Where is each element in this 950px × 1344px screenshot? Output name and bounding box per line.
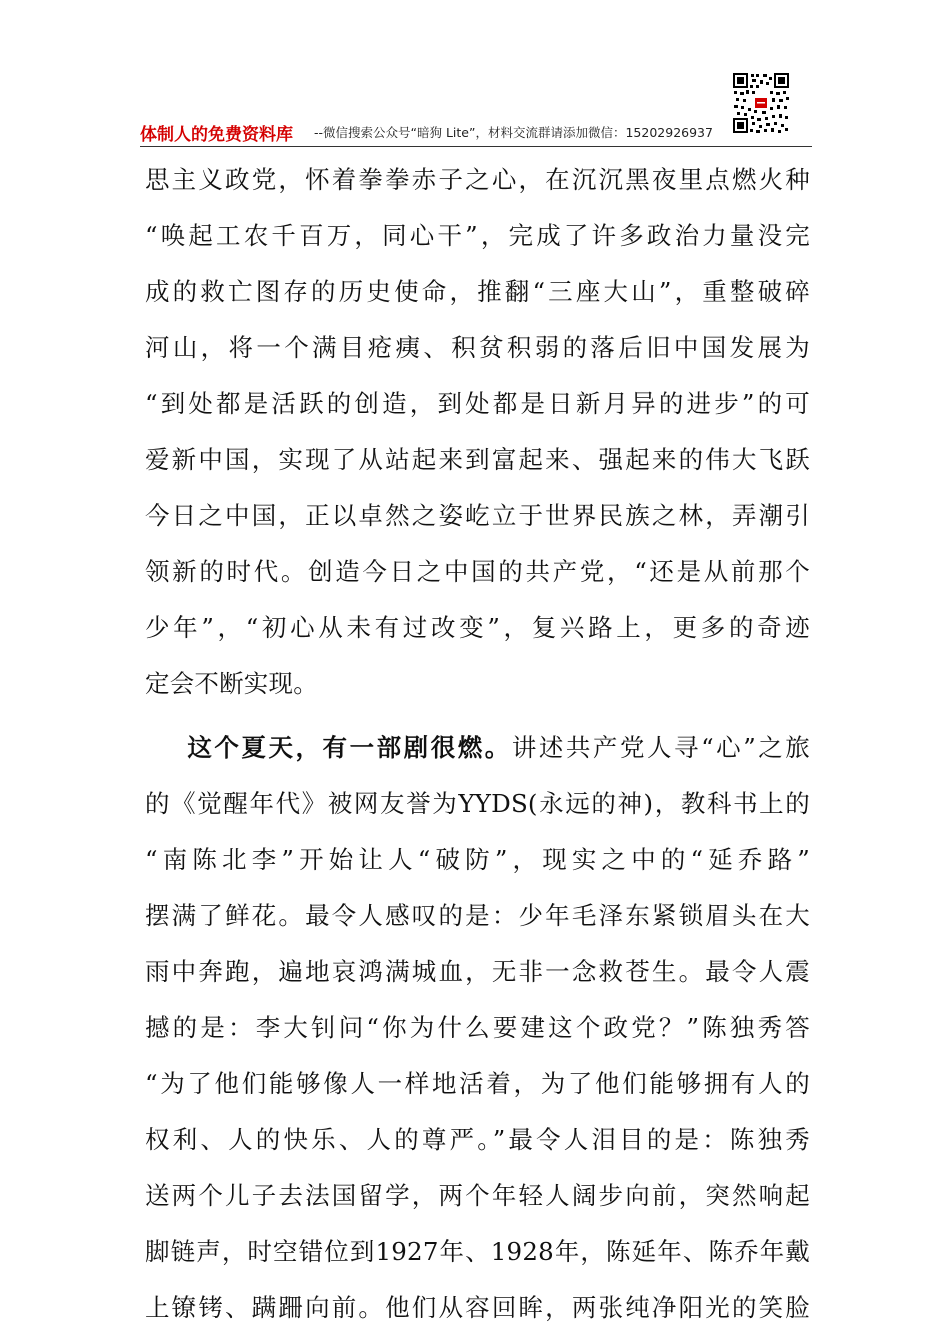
paragraph-2-bold-lead: 这个夏天，有一部剧很燃。 xyxy=(185,733,512,762)
text-line: 定会不断实现。 xyxy=(145,669,318,698)
text-line: 爱新中国，实现了从站起来到富起来、强起来的伟大飞跃 xyxy=(145,445,810,474)
header-divider xyxy=(140,146,812,147)
paragraph-2-lead-rest: 讲述共产党人寻“心”之旅 xyxy=(511,733,810,762)
text-line: 撼的是：李大钊问“你为什么要建这个政党？”陈独秀答 xyxy=(145,1013,810,1042)
text-line-lead xyxy=(145,720,810,776)
text-line: “南陈北李”开始让人“破防”，现实之中的“延乔路” xyxy=(145,845,810,874)
text-line: “为了他们能够像人一样地活着，为了他们能够拥有人的 xyxy=(145,1069,810,1098)
text-line: 的《觉醒年代》被网友誉为YYDS(永远的神)，教科书上的 xyxy=(145,789,810,818)
text-line: 雨中奔跑，遍地哀鸿满城血，无非一念救苍生。最令人震 xyxy=(145,957,810,986)
text-line: 送两个儿子去法国留学，两个年轻人阔步向前，突然响起 xyxy=(145,1181,810,1210)
text-line: 领新的时代。创造今日之中国的共产党，“还是从前那个 xyxy=(145,557,810,586)
text-line: 今日之中国，正以卓然之姿屹立于世界民族之林，弄潮引 xyxy=(145,501,810,530)
header-brand: 体制人的免费资料库 xyxy=(140,125,293,145)
text-line: 河山，将一个满目疮痍、积贫积弱的落后旧中国发展为 xyxy=(145,333,810,362)
text-line: “唤起工农千百万，同心干”，完成了许多政治力量没完 xyxy=(145,221,810,250)
document-body xyxy=(145,152,810,1336)
text-line: 摆满了鲜花。最令人感叹的是：少年毛泽东紧锁眉头在大 xyxy=(145,901,810,930)
text-line: 权利、人的快乐、人的尊严。”最令人泪目的是：陈独秀 xyxy=(145,1125,810,1154)
text-line: 成的救亡图存的历史使命，推翻“三座大山”，重整破碎 xyxy=(145,277,810,306)
paragraph-1 xyxy=(145,152,810,712)
text-line: 思主义政党，怀着拳拳赤子之心，在沉沉黑夜里点燃火种 xyxy=(145,165,810,194)
text-line: “到处都是活跃的创造，到处都是日新月异的进步”的可 xyxy=(145,389,810,418)
paragraph-2 xyxy=(145,720,810,1336)
header-note: --微信搜索公众号“暗狗 Lite”，材料交流群请添加微信：15202926937 xyxy=(314,125,713,140)
text-line: 脚链声，时空错位到1927年、1928年，陈延年、陈乔年戴 xyxy=(145,1237,810,1266)
text-line: 上镣铐、蹒跚向前。他们从容回眸，两张纯净阳光的笑脸 xyxy=(145,1293,810,1322)
text-line: 少年”，“初心从未有过改变”，复兴路上，更多的奇迹 xyxy=(145,613,810,642)
